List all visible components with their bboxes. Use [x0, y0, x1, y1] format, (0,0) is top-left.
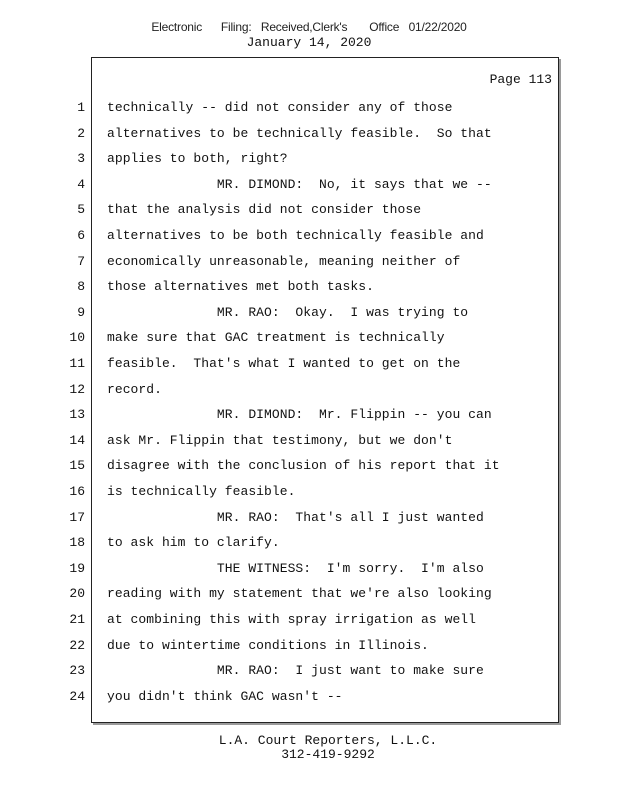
line-number: 3	[77, 151, 85, 167]
transcript-line: is technically feasible.	[107, 484, 296, 499]
line-number: 22	[69, 637, 85, 653]
line-number: 17	[69, 509, 85, 525]
transcript-line: record.	[107, 381, 162, 397]
line-number: 11	[69, 356, 85, 371]
transcript-line: at combining this with spray irrigation as well	[107, 612, 477, 627]
transcript-line: alternatives to be both technically feasible and	[107, 228, 484, 243]
line-number: 2	[77, 125, 85, 141]
line-number: 6	[77, 228, 85, 243]
line-number: 19	[69, 560, 85, 576]
line-number: 5	[77, 202, 85, 218]
transcript-line: MR. RAO: That's all I just wanted	[107, 509, 484, 525]
transcript-line: technically -- did not consider any of those	[107, 100, 453, 115]
line-number: 9	[77, 304, 85, 320]
line-number: 24	[69, 688, 85, 704]
line-number: 18	[69, 535, 85, 551]
page-number: Page 113	[489, 72, 552, 87]
transcript-line: you didn't think GAC wasn't --	[107, 688, 343, 704]
line-number: 16	[69, 484, 85, 499]
transcript-line: feasible. That's what I wanted to get on the	[107, 356, 461, 371]
transcript-line: ask Mr. Flippin that testimony, but we don't	[107, 432, 453, 448]
line-number: 12	[69, 381, 85, 397]
line-number: 21	[69, 612, 85, 627]
transcript-line: MR. DIMOND: Mr. Flippin -- you can	[107, 407, 492, 423]
filing-stamp: Electronic Filing: Received,Clerk's Office 01/22/2020	[151, 20, 467, 34]
court-reporter-phone: 312-419-9292	[281, 747, 375, 762]
transcript-line: economically unreasonable, meaning neither of	[107, 253, 461, 269]
transcript-line: applies to both, right?	[107, 151, 288, 167]
line-number: 8	[77, 279, 85, 295]
line-number: 10	[69, 330, 85, 346]
transcript-line: make sure that GAC treatment is technically	[107, 330, 445, 346]
line-number: 1	[77, 100, 85, 115]
transcript-line: due to wintertime conditions in Illinois.	[107, 637, 429, 653]
line-number: 4	[77, 176, 85, 192]
transcript-line: alternatives to be technically feasible. So that	[107, 125, 492, 141]
line-number: 23	[69, 663, 85, 679]
line-number: 14	[69, 432, 85, 448]
line-number: 7	[77, 253, 85, 269]
transcript-line: MR. RAO: Okay. I was trying to	[107, 304, 469, 320]
transcript-line: to ask him to clarify.	[107, 535, 280, 551]
transcript-line: MR. DIMOND: No, it says that we --	[107, 176, 492, 192]
transcript-line: MR. RAO: I just want to make sure	[107, 663, 484, 679]
transcript-date: January 14, 2020	[246, 35, 372, 50]
line-number: 20	[69, 586, 85, 602]
transcript-line: that the analysis did not consider those	[107, 202, 422, 218]
transcript-line: THE WITNESS: I'm sorry. I'm also	[107, 560, 484, 576]
line-number: 13	[69, 407, 85, 423]
transcript-line: those alternatives met both tasks.	[107, 279, 374, 295]
transcript-line: disagree with the conclusion of his report that it	[107, 458, 500, 474]
transcript-line: reading with my statement that we're also looking	[107, 586, 492, 602]
court-reporter-name: L.A. Court Reporters, L.L.C.	[218, 733, 438, 748]
line-number: 15	[69, 458, 85, 474]
